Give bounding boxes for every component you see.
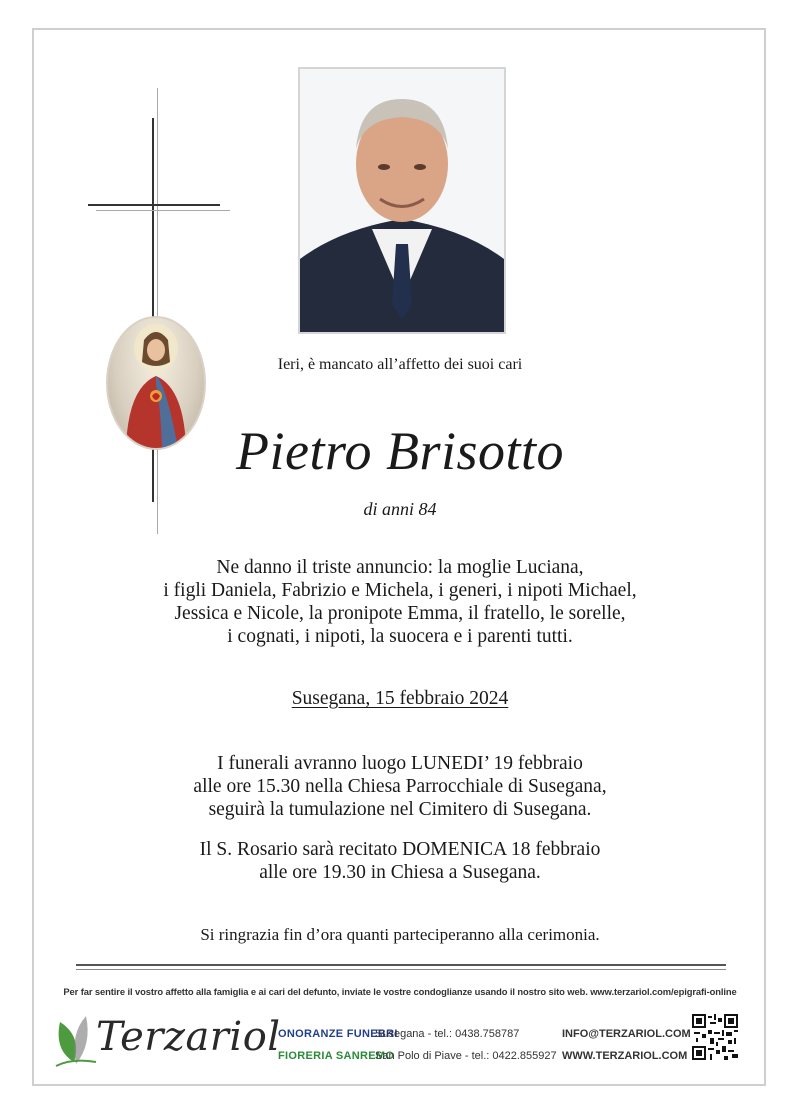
announcement-line: i figli Daniela, Fabrizio e Michela, i generi, i nipoti Michael, bbox=[163, 580, 637, 601]
announcement-paragraph bbox=[0, 556, 800, 648]
rosary-line: Il S. Rosario sarà recitato DOMENICA 18 febbraio bbox=[199, 839, 601, 860]
funeral-paragraph bbox=[0, 752, 800, 821]
rosary-paragraph bbox=[0, 838, 800, 884]
terzariol-logo bbox=[52, 1010, 281, 1068]
brand-florist: FIORERIA SANREMO bbox=[278, 1050, 395, 1062]
footer-divider bbox=[76, 964, 726, 966]
footer-divider-thin bbox=[76, 969, 726, 970]
announcement-line: Jessica e Nicole, la pronipote Emma, il fratello, le sorelle, bbox=[174, 603, 626, 624]
logo-wordmark: Terzariol bbox=[96, 1014, 281, 1060]
contact-email[interactable]: INFO@TERZARIOL.COM bbox=[562, 1028, 691, 1040]
announcement-line: i cognati, i nipoti, la suocera e i parenti tutti. bbox=[227, 626, 573, 647]
contact-susegana: Susegana - tel.: 0438.758787 bbox=[375, 1028, 520, 1040]
contact-website[interactable]: WWW.TERZARIOL.COM bbox=[562, 1050, 688, 1062]
qr-code[interactable] bbox=[692, 1014, 738, 1060]
leaf-logo-icon bbox=[52, 1010, 100, 1068]
funeral-line: seguirà la tumulazione nel Cimitero di Susegana. bbox=[208, 799, 592, 820]
deceased-name: Pietro Brisotto bbox=[236, 421, 564, 481]
place-date: Susegana, 15 febbraio 2024 bbox=[291, 688, 509, 709]
rosary-line: alle ore 19.30 in Chiesa a Susegana. bbox=[259, 862, 541, 883]
funeral-line: I funerali avranno luogo LUNEDI’ 19 febbraio bbox=[217, 753, 583, 774]
portrait-photo bbox=[298, 67, 506, 334]
contact-san-polo: San Polo di Piave - tel.: 0422.855927 bbox=[375, 1050, 557, 1062]
deceased-age: di anni 84 bbox=[363, 499, 437, 519]
intro-text: Ieri, è mancato all’affetto dei suoi cari bbox=[277, 356, 523, 373]
thanks-text: Si ringrazia fin d’ora quanti parteciperanno alla cerimonia. bbox=[200, 925, 600, 944]
announcement-line: Ne danno il triste annuncio: la moglie Luciana, bbox=[216, 557, 584, 578]
brand-funeral: ONORANZE FUNEBRI bbox=[278, 1028, 398, 1040]
funeral-line: alle ore 15.30 nella Chiesa Parrocchiale di Susegana, bbox=[193, 776, 607, 797]
condolence-note: Per far sentire il vostro affetto alla famiglia e ai cari del defunto, inviate le vostre condoglianze usando il nostro sito web. www.terzariol.com/epigrafi-online bbox=[63, 986, 737, 997]
